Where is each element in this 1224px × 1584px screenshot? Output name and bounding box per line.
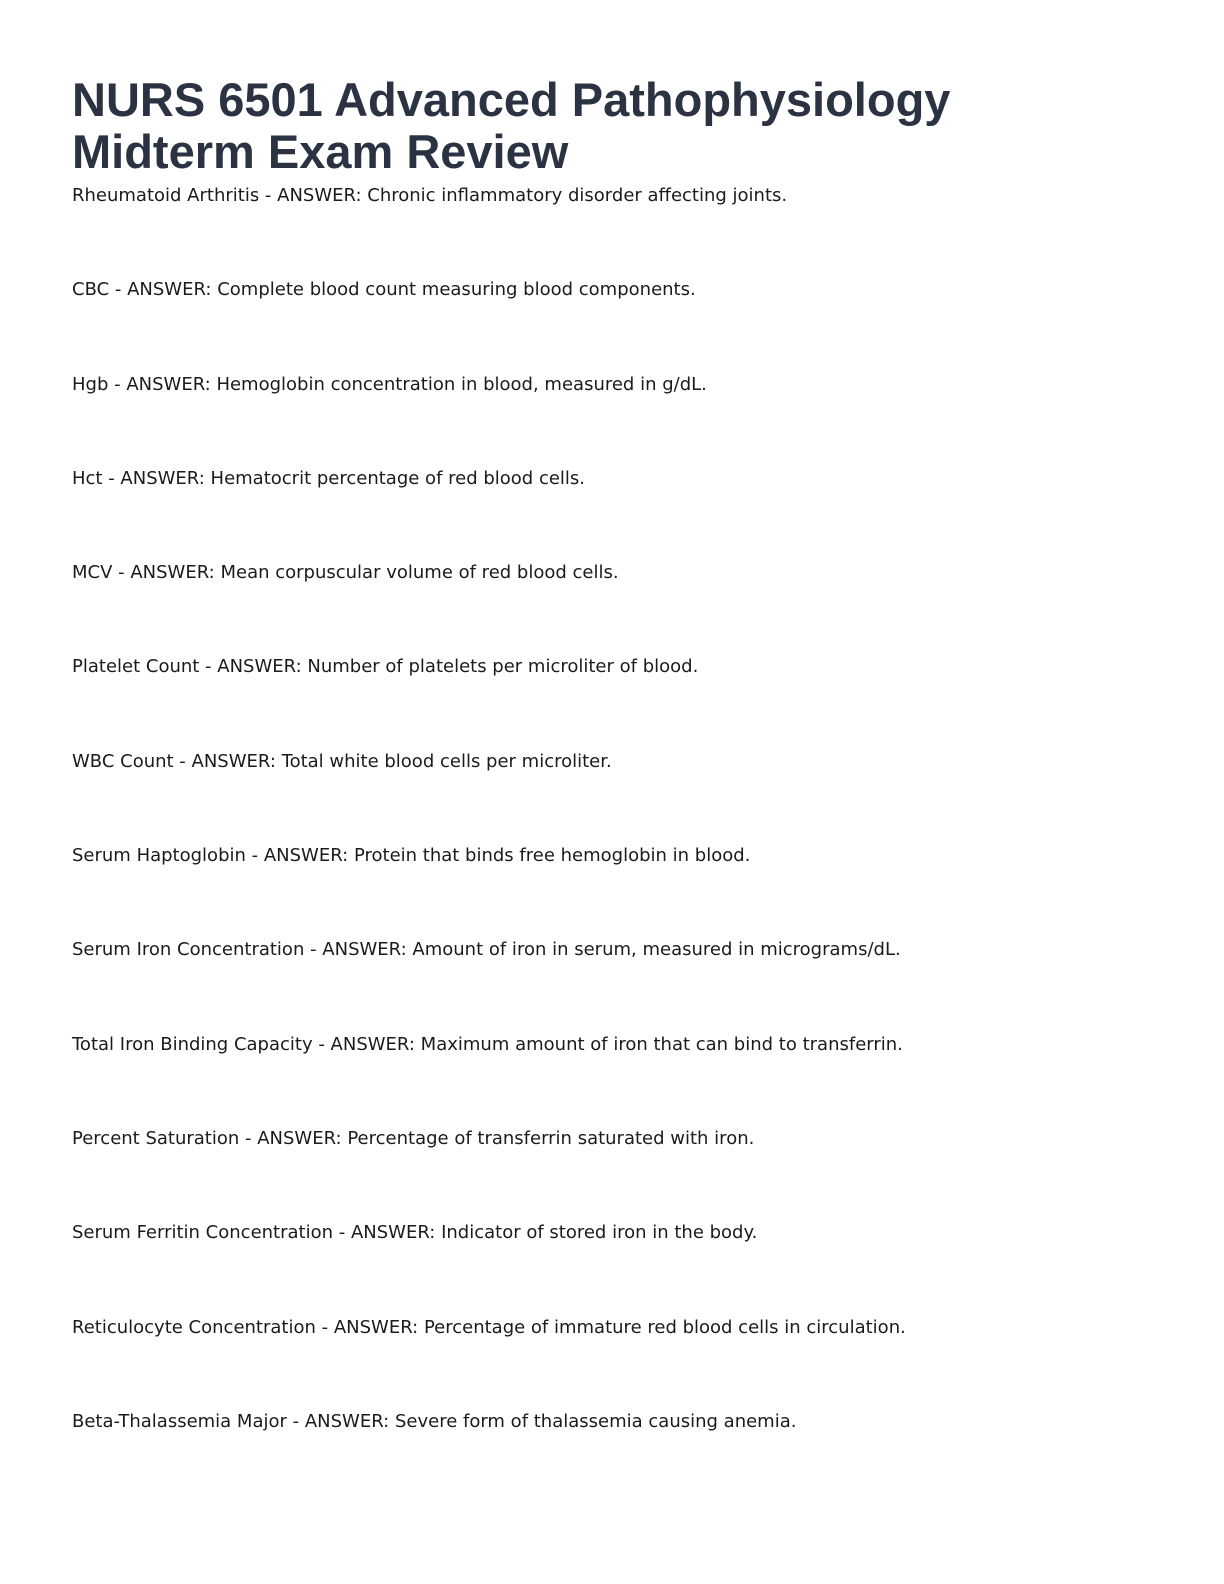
- qa-entry: Platelet Count - ANSWER: Number of platelets per microliter of blood.: [72, 656, 699, 678]
- qa-entry: Percent Saturation - ANSWER: Percentage of transferrin saturated with iron.: [72, 1127, 755, 1149]
- qa-entry: Hgb - ANSWER: Hemoglobin concentration in blood, measured in g/dL.: [72, 373, 707, 395]
- qa-entry: Reticulocyte Concentration - ANSWER: Percentage of immature red blood cells in circulation.: [72, 1316, 906, 1338]
- page-title: [72, 74, 1152, 178]
- qa-list: [72, 182, 1152, 1502]
- qa-entry: Serum Ferritin Concentration - ANSWER: Indicator of stored iron in the body.: [72, 1222, 758, 1244]
- qa-entry: MCV - ANSWER: Mean corpuscular volume of red blood cells.: [72, 562, 619, 584]
- qa-entry: Serum Haptoglobin - ANSWER: Protein that binds free hemoglobin in blood.: [72, 845, 751, 867]
- qa-entry: Beta-Thalassemia Major - ANSWER: Severe form of thalassemia causing anemia.: [72, 1410, 797, 1432]
- page-title-line-1: NURS 6501 Advanced Pathophysiology: [72, 73, 951, 126]
- qa-entry: WBC Count - ANSWER: Total white blood cells per microliter.: [72, 750, 612, 772]
- qa-entry: Total Iron Binding Capacity - ANSWER: Maximum amount of iron that can bind to transferrin.: [72, 1033, 903, 1055]
- qa-entry: Rheumatoid Arthritis - ANSWER: Chronic inflammatory disorder affecting joints.: [72, 185, 788, 206]
- qa-entry: CBC - ANSWER: Complete blood count measuring blood components.: [72, 279, 696, 301]
- page-title-line-2: Midterm Exam Review: [72, 125, 569, 178]
- qa-entry: Hct - ANSWER: Hematocrit percentage of red blood cells.: [72, 467, 586, 489]
- qa-entry: Serum Iron Concentration - ANSWER: Amount of iron in serum, measured in micrograms/dL.: [72, 939, 901, 961]
